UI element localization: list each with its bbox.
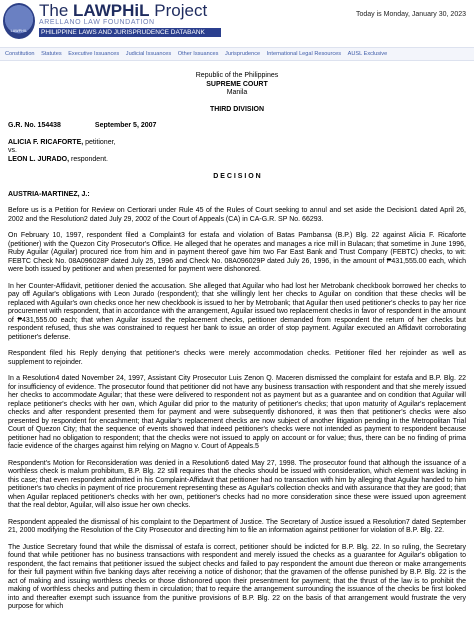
- lawphil-logo[interactable]: [3, 3, 35, 39]
- case-caption: [8, 122, 466, 131]
- nav-judicial-issuances[interactable]: Judicial Issuances: [125, 51, 172, 57]
- nav-executive-issuances[interactable]: Executive Issuances: [68, 51, 120, 57]
- paragraph-8: The Justice Secretary found that while the dismissal of estafa is correct, petitioner should be indicted for B.P. Blg. 22. In so ruling, the Secretary found that while petitioner has no business transactions with respondent and merely issued the checks as a guarantee for Aguilar's obligation to respondent, the fact remains that petitioner issued the subject checks and failed to pay respondent the amount due thereon or make arrangements for their full payment within five banking days after receiving a notice of dishonor; that the gravamen of the offense punished by B.P. Blg. 22 is the act of making and issuing worthless checks or those dishonored upon their presentment for payment; that the thrust of the law is to prohibit the making of worthless checks and putting them in circulation; that to require the arrangement surrounding the issuance of the checks be first looked into and thereafter exempt such issuance from the punitive provisions of B.P. Blg. 22 on the basis of that arrangement would frustrate the very purpose for which: [8, 543, 466, 610]
- main-nav: [0, 47, 474, 61]
- nav-statutes[interactable]: Statutes: [41, 51, 62, 57]
- petitioner-line: [8, 139, 466, 148]
- division: THIRD DIVISION: [209, 105, 265, 113]
- site-header: [0, 0, 474, 42]
- paragraph-6: Respondent's Motion for Reconsideration was denied in a Resolution6 dated May 27, 1998. The prosecutor found that although the issuance of a worthless check is malum prohibitum, B.P. Blg. 22 still requires that the checks should be issued with consideration, which element was lacking in this case; that even respondent admitted in his Complaint-Affidavit that petitioner had no transaction with him by alleging that Aguilar handed to him petitioner's two checks in payment of rice procurement representing these as Aguilar's collection checks and with assurance that they are good; that when Aguilar replaced petitioner's checks with her own, petitioner's checks had no more consideration since these were issued upon agreement that the real debtor, Aguilar, will also issue her own checks.: [8, 459, 466, 509]
- logo-text: LAWPHIL: [10, 29, 28, 33]
- versus: vs.: [8, 147, 17, 154]
- site-subtitle: ARELLANO LAW FOUNDATION: [39, 19, 155, 26]
- nav-ausl-exclusive[interactable]: AUSL Exclusive: [347, 51, 388, 57]
- paragraph-1: Before us is a Petition for Review on Certiorari under Rule 45 of the Rules of Court seeking to annul and set aside the Decision1 dated April 26, 2002 and the Resolution2 dated July 29, 2002 of the Court of Appeals (CA) in CA-G.R. SP No. 66293.: [8, 207, 466, 223]
- petitioner-name: ALICIA F. RICAFORTE,: [8, 138, 84, 146]
- nav-international-legal-resources[interactable]: International Legal Resources: [266, 51, 342, 57]
- title-brand: LAWPHiL: [73, 1, 150, 20]
- petitioner-role: petitioner,: [83, 138, 116, 146]
- respondent-line: [8, 156, 466, 165]
- nav-constitution[interactable]: Constitution: [5, 51, 35, 57]
- court-name: SUPREME COURT: [206, 80, 268, 88]
- paragraph-7: Respondent appealed the dismissal of his complaint to the Department of Justice. The Secretary of Justice issued a Resolution7 dated September 21, 2000 modifying the Resolution of the City Prosecutor and directing him to file an information against petitioner for violation of B.P. Blg. 22.: [8, 518, 466, 534]
- paragraph-4: Respondent filed his Reply denying that petitioner's checks were merely accommodation checks. Petitioner filed her rejoinder as well as supplement to rejoinder.: [8, 350, 466, 366]
- paragraph-5: In a Resolution4 dated November 24, 1997, Assistant City Prosecutor Luis Zenon Q. Maceren dismissed the complaint for estafa and B.P. Blg. 22 for insufficiency of evidence. The prosecutor found that petitioner did not have any business transaction with respondent and that she merely issued her checks to accommodate Aguilar; that these were delivered to respondent not as payment but as a guarantee and on condition that Aguilar will replace petitioner's checks with her own, which Aguilar did prior to the maturity of petitioner's checks; that upon maturity of Aguilar's replacement checks and after respondent presented them for payment and were subsequently dishonored, it was then that petitioner's checks were also presented by respondent for encashment; that Aguilar's replacement checks are now subject of another litigation pending in the Metropolitan Trial Court of Quezon City; that the sequence of events showed that indeed petitioner's checks were not intended as payment to respondent because petitioner had no obligation to respondent; that the checks were not issued to apply on account or for value; thus, there can be no finding of prima facie evidence of the charges against him relying on Magno v. Court of Appeals.5: [8, 375, 466, 450]
- today-date: Today is Monday, January 30, 2023: [356, 11, 466, 18]
- court-city: Manila: [226, 89, 248, 96]
- ponente: AUSTRIA-MARTINEZ, J.:: [8, 190, 90, 198]
- paragraph-2: On February 10, 1997, respondent filed a Complaint3 for estafa and violation of Batas Pambansa (B.P.) Blg. 22 against Alicia F. Ricaforte (petitioner) with the Quezon City Prosecutor's Office. He alleged that he operates and manages a rice mill in Bulacan; that sometime in June 1996, Ruby Aguilar (Aguilar) procured rice from him and in payment thereof gave him two Far East Bank and Trust Company (FEBTC) checks, to wit: FEBTC Check No. 08A096028P dated July 25, 1996 and Check No. 08A096029P dated July 26, 1996, in the amount of ₱431,555.00 each, which were both issued by petitioner and when presented for payment were dishonored.: [8, 232, 466, 273]
- title-prefix: The: [39, 1, 74, 20]
- databank-banner: PHILIPPINE LAWS AND JURISPRUDENCE DATABANK: [39, 28, 221, 37]
- nav-jurisprudence[interactable]: Jurisprudence: [225, 51, 261, 57]
- decision-content: [8, 72, 466, 620]
- gr-number: G.R. No. 154438: [8, 122, 61, 129]
- decision-date: September 5, 2007: [94, 122, 157, 129]
- site-title[interactable]: [39, 1, 207, 21]
- title-suffix: Project: [149, 1, 208, 20]
- republic: Republic of the Philippines: [195, 72, 279, 79]
- respondent-name: LEON L. JURADO,: [8, 155, 70, 163]
- paragraph-3: In her Counter-Affidavit, petitioner denied the accusation. She alleged that Aguilar who had lost her Metrobank checkbook borrowed her checks to pay off Aguilar's obligations with Leon Jurado (respondent); that she willingly lent her checks to Aguilar on condition that these checks will be replaced with Aguilar's own checks once her new checkbook is issued to her by Metrobank; that Aguilar then used petitioner's checks to pay her rice procurement with respondent, that in accordance with the arrangement, Aguilar issued two replacement checks in favor of respondent in the amount of ₱431,555.00 each; that when Aguilar issued the replacement checks, petitioner demanded from respondent the return of her checks but respondent refused, thus she was constrained to request her bank to issue an order of stop payment. Aguilar executed an Affidavit corroborating petitioner's defense.: [8, 282, 466, 341]
- decision-heading: D E C I S I O N: [213, 173, 261, 180]
- nav-other-issuances[interactable]: Other Issuances: [177, 51, 219, 57]
- respondent-role: respondent.: [69, 155, 108, 163]
